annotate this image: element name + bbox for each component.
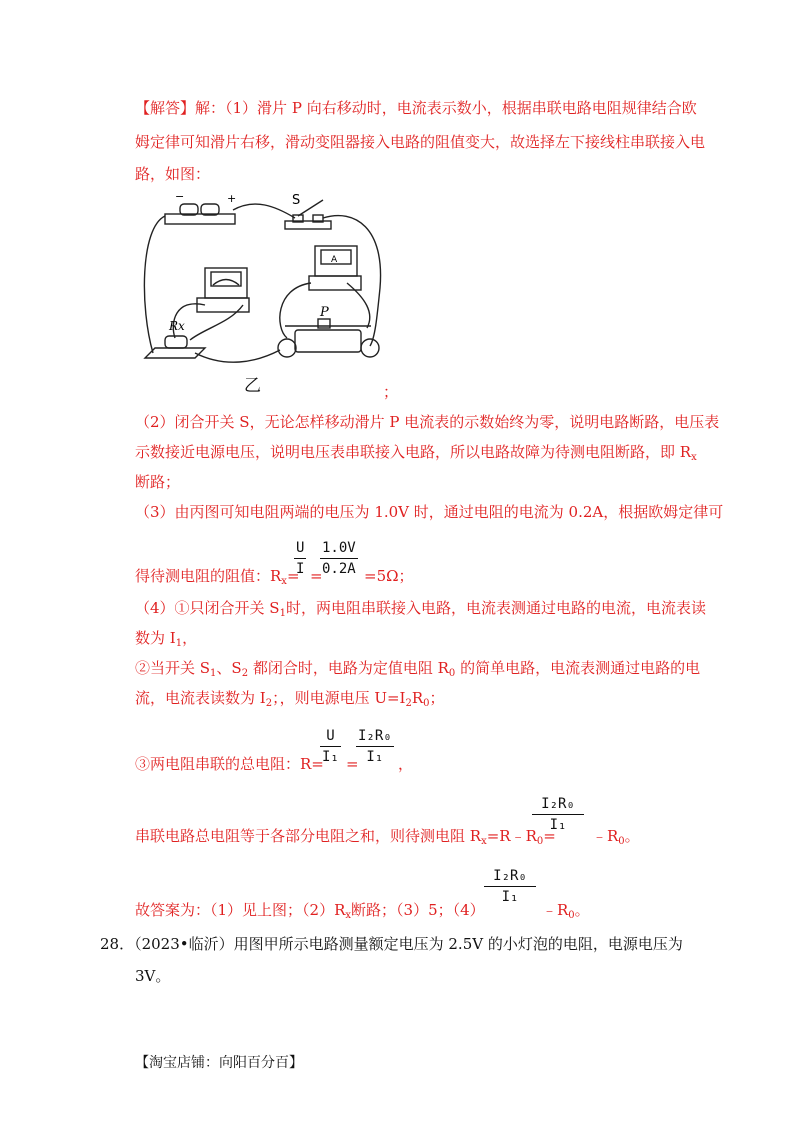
subscript: 1 bbox=[279, 608, 286, 619]
subscript: 0 bbox=[536, 836, 544, 847]
ammeter-label: A bbox=[331, 255, 338, 265]
answer-p4-line-5-prefix: ③两电阻串联的总电阻：R= bbox=[135, 755, 324, 773]
denominator: I bbox=[296, 561, 305, 577]
answer-p4-line-3 bbox=[135, 658, 700, 684]
subscript: 0 bbox=[448, 668, 456, 679]
text: ， bbox=[182, 629, 198, 647]
text: = bbox=[543, 827, 556, 845]
wire-battery-resistor bbox=[144, 216, 165, 353]
switch-base bbox=[285, 221, 331, 229]
answer-tag: 【解答】 bbox=[135, 99, 196, 117]
denominator: I₁ bbox=[549, 817, 567, 833]
text: 、S bbox=[216, 659, 242, 677]
answer-p4-line-2 bbox=[135, 628, 197, 654]
text: 都闭合时，电路为定值电阻 R bbox=[248, 659, 449, 677]
question-text: （2023•临沂）用图甲所示电路测量额定电压为 2.5V 的小灯泡的电阻，电源电压为 bbox=[134, 935, 683, 953]
rheostat-coil bbox=[295, 330, 361, 352]
answer-p3-result: =5Ω； bbox=[364, 567, 414, 585]
battery-minus-sign: − bbox=[175, 190, 185, 203]
text: ﹣R bbox=[592, 827, 619, 845]
answer-p2-line-3: 断路； bbox=[135, 473, 181, 491]
answer-p4-line-4 bbox=[135, 688, 445, 714]
text: 。 bbox=[624, 827, 640, 845]
answer-p2-line-1: （2）闭合开关 S，无论怎样移动滑片 P 电流表的示数始终为零，说明电路断路，电压表 bbox=[135, 413, 720, 431]
numerator: U bbox=[296, 540, 305, 556]
answer-p3-line-2 bbox=[135, 566, 300, 592]
text: ；，则电源电压 U=I bbox=[272, 689, 406, 707]
question-number: 28． bbox=[100, 935, 135, 953]
subscript: 1 bbox=[175, 638, 183, 649]
numerator: I₂R₀ bbox=[493, 868, 527, 884]
text: 的简单电路，电流表测通过电路的电 bbox=[455, 659, 701, 677]
denominator: I₁ bbox=[366, 749, 384, 765]
answer-p4-line-1 bbox=[135, 598, 706, 624]
text: 串联电路总电阻等于各部分电阻之和，则待测电阻 R bbox=[135, 827, 482, 845]
equals-sign-2: = bbox=[310, 567, 323, 585]
subscript: 1 bbox=[210, 668, 217, 679]
battery-base bbox=[165, 214, 235, 224]
text: 故答案为：（1）见上图；（2）R bbox=[135, 901, 346, 919]
circuit-figure bbox=[135, 188, 390, 398]
subscript: 0 bbox=[568, 910, 575, 921]
rheostat-end-right bbox=[361, 339, 379, 357]
wire-battery-switch bbox=[233, 204, 295, 218]
subscript: x bbox=[345, 910, 352, 921]
subscript: 2 bbox=[265, 698, 273, 709]
subscript: 0 bbox=[618, 836, 625, 847]
equals-sign: = bbox=[346, 755, 359, 773]
question-28-cont: 3V。 bbox=[135, 967, 171, 985]
answer-p2-text: 示数接近电源电压，说明电压表串联接入电路，所以电路故障为待测电阻断路，即 R bbox=[135, 443, 692, 461]
footer-shop: 【淘宝店铺：向阳百分百】 bbox=[135, 1055, 303, 1071]
resistor-label: Rx bbox=[169, 319, 185, 333]
numerator: I₂R₀ bbox=[358, 728, 392, 744]
answer-text: 解：（1）滑片 P 向右移动时，电流表示数小，根据串联电路电阻规律结合欧 bbox=[195, 99, 697, 117]
answer-line-2: 姆定律可知滑片右移，滑动变阻器接入电路的阻值变大，故选择左下接线柱串联接入电 bbox=[135, 133, 706, 151]
text: 断路；（3）5；（4） bbox=[351, 901, 485, 919]
subscript: x bbox=[481, 836, 487, 847]
equals-sign: = bbox=[286, 567, 300, 585]
answer-line-3: 路，如图： bbox=[135, 165, 211, 183]
denominator: I₁ bbox=[322, 749, 339, 765]
text: 时，两电阻串联接入电路，电流表测通过电路的电流，电流表读 bbox=[285, 599, 706, 617]
denominator: 0.2A bbox=[322, 561, 356, 577]
answer-p4-line-6-tail bbox=[592, 826, 640, 852]
voltmeter-scale bbox=[213, 280, 239, 286]
subscript: 2 bbox=[241, 668, 249, 679]
switch-label: S bbox=[292, 193, 301, 208]
fraction-i2r0-over-i1 bbox=[356, 728, 394, 765]
subscript: x bbox=[691, 452, 697, 463]
text: 。 bbox=[574, 901, 590, 919]
numerator: 1.0V bbox=[322, 540, 356, 556]
text: R bbox=[411, 689, 424, 707]
slider-label: P bbox=[320, 305, 329, 320]
figure-punct: ； bbox=[383, 383, 399, 401]
text: ②当开关 S bbox=[135, 659, 211, 677]
text: ； bbox=[429, 689, 445, 707]
text: （4）①只闭合开关 S bbox=[135, 599, 280, 617]
comma: ， bbox=[398, 755, 414, 773]
fraction-u-over-i bbox=[294, 540, 306, 577]
switch-lever bbox=[298, 200, 323, 216]
answer-p4-line-6 bbox=[135, 826, 556, 852]
text: 数为 I bbox=[135, 629, 176, 647]
text: 流，电流表读数为 I bbox=[135, 689, 266, 707]
text: =R﹣R bbox=[486, 827, 537, 845]
fraction-rx bbox=[532, 796, 584, 833]
answer-p3-line-1: （3）由丙图可知电阻两端的电压为 1.0V 时，通过电阻的电流为 0.2A，根据欧姆定律可 bbox=[135, 503, 724, 521]
wire-resistor-rheostat bbox=[195, 350, 280, 362]
final-fraction bbox=[484, 868, 536, 905]
wire-voltmeter-resistor-right bbox=[190, 305, 243, 340]
resistor-coil bbox=[165, 336, 187, 348]
answer-line-1 bbox=[135, 98, 697, 118]
text: ﹣R bbox=[542, 901, 569, 919]
answer-p2-line-2 bbox=[135, 442, 697, 468]
battery-plus-sign: + bbox=[227, 192, 237, 205]
answer-p3-prefix: 得待测电阻的阻值：R bbox=[135, 567, 282, 585]
fraction-voltage-over-current bbox=[320, 540, 358, 577]
subscript: x bbox=[281, 576, 287, 587]
numerator: U bbox=[326, 728, 335, 744]
numerator: I₂R₀ bbox=[541, 796, 575, 812]
fraction-u-over-i1 bbox=[320, 728, 341, 765]
subscript: 2 bbox=[405, 698, 412, 709]
question-28 bbox=[100, 934, 683, 954]
denominator: I₁ bbox=[501, 889, 519, 905]
final-answer-tail bbox=[542, 900, 590, 926]
rheostat-end-left bbox=[278, 339, 296, 357]
subscript: 0 bbox=[423, 698, 430, 709]
final-answer bbox=[135, 900, 485, 926]
figure-label: 乙 bbox=[244, 376, 261, 396]
